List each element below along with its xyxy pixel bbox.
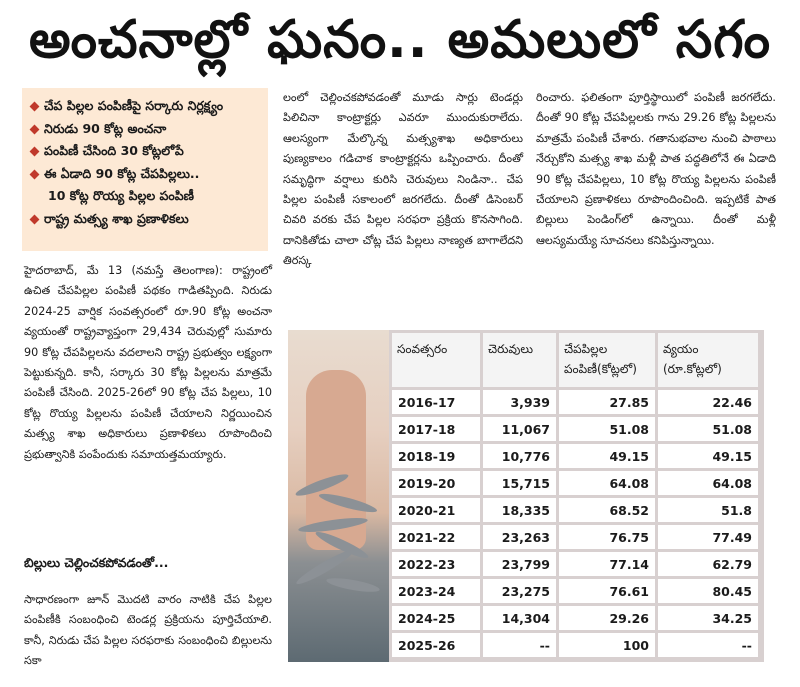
table-row: [392, 471, 758, 495]
article-subhead: బిల్లులు చెల్లించకపోవడంతో...: [24, 555, 169, 570]
cell-ponds: 23,799: [483, 552, 556, 576]
header-year: సంవత్సరం: [392, 333, 480, 387]
cell-ponds: 23,263: [483, 525, 556, 549]
cell-fingerlings: 27.85: [559, 390, 655, 414]
table-row: [392, 579, 758, 603]
table-row: [392, 525, 758, 549]
table-row: [392, 444, 758, 468]
fish-shape: [326, 575, 381, 594]
cell-year: 2024-25: [392, 606, 480, 630]
cell-expenditure: 22.46: [658, 390, 758, 414]
cell-fingerlings: 100: [559, 633, 655, 657]
fish-in-hand-photo: [288, 330, 389, 662]
cell-ponds: 10,776: [483, 444, 556, 468]
cell-expenditure: 51.08: [658, 417, 758, 441]
bullet-icon: [30, 214, 40, 224]
table-row: [392, 606, 758, 630]
header-fingerlings: చేపపిల్లల పంపిణీ(కోట్లలో): [559, 333, 655, 387]
cell-ponds: 3,939: [483, 390, 556, 414]
cell-year: 2022-23: [392, 552, 480, 576]
headline: అంచనాల్లో ఘనం.. అమలులో సగం: [29, 10, 771, 70]
cell-expenditure: --: [658, 633, 758, 657]
cell-year: 2020-21: [392, 498, 480, 522]
cell-ponds: 15,715: [483, 471, 556, 495]
highlight-item: 10 కోట్ల రొయ్య పిల్లల పంపిణీ: [48, 188, 194, 203]
highlight-item: చేప పిల్లల పంపిణీపై సర్కారు నిర్లక్ష్యం: [28, 95, 262, 118]
cell-expenditure: 51.8: [658, 498, 758, 522]
cell-year: 2018-19: [392, 444, 480, 468]
article-column-2: లంలో చెల్లించకపోవడంతో మూడు సార్లు టెండర్లు పిలిచినా కాంట్రాక్టర్లు ఎవరూ ముందుకురాలేదు. ఆలస్యంగా మేల్కొన్న మత్స్యశాఖ అధికారులు పుణ్యకాలం గడిచాక కాంట్రాక్టర్లను ఒప్పించారు. దీంతో సమృద్ధిగా వర్షాలు కురిసి చెరువులు నిండినా.. చేప పిల్లల పంపిణీ సకాలంలో జరగలేదు. దీంతో డిసెంబర్ చివరి వరకు చేప పిల్లల సరఫరా ప్రక్రియ కొనసాగింది. దానికితోడు చాలా చోట్ల చేప పిల్లలు నాణ్యత బాగాలేదని తిరస్క: [283, 91, 523, 268]
article-column-3: రించారు. ఫలితంగా పూర్తిస్థాయిలో పంపిణీ జరగలేదు. దీంతో 90 కోట్ల చేపపిల్లలకు గాను 29.26 కోట్ల పిల్లలను మాత్రమే పంపిణీ చేశారు. గతానుభవాల నుంచి పాఠాలు నేర్చుకోని మత్స్య శాఖ మళ్లీ పాత పద్ధతిలోనే ఈ ఏడాది 90 కోట్ల చేపపిల్లలు, 10 కోట్ల రొయ్య పిల్లలను పంపిణీ చేయాలని ప్రణాళికలు రూపొందించింది. ఇప్పటికే పాత బిల్లులు పెండింగ్‌లో ఉన్నాయి. దీంతో మళ్లీ ఆలస్యమయ్యే సూచనలు కనిపిస్తున్నాయి.: [536, 91, 776, 247]
cell-expenditure: 62.79: [658, 552, 758, 576]
table-row: [392, 633, 758, 657]
cell-fingerlings: 49.15: [559, 444, 655, 468]
cell-year: 2025-26: [392, 633, 480, 657]
article-paragraph-2: సాధారణంగా జూన్ మొదటి వారం నాటికి చేప పిల్లల పంపిణీకి సంబంధించి టెండర్ల ప్రక్రియను పూర్తిచేయాలి. కానీ, నిరుడు చేప పిల్లల సరఫరాకు సంబంధించి బిల్లులను సకా: [24, 593, 272, 668]
cell-year: 2017-18: [392, 417, 480, 441]
bullet-icon: [30, 147, 40, 157]
cell-fingerlings: 64.08: [559, 471, 655, 495]
cell-expenditure: 80.45: [658, 579, 758, 603]
cell-fingerlings: 51.08: [559, 417, 655, 441]
cell-year: 2019-20: [392, 471, 480, 495]
cell-ponds: --: [483, 633, 556, 657]
cell-fingerlings: 68.52: [559, 498, 655, 522]
cell-expenditure: 64.08: [658, 471, 758, 495]
highlight-item: ఈ ఏడాది 90 కోట్ల చేపపిల్లలు..: [28, 163, 262, 186]
cell-expenditure: 34.25: [658, 606, 758, 630]
article-paragraph-1: హైదరాబాద్, మే 13 (నమస్తే తెలంగాణ): రాష్ట్రంలో ఉచిత చేపపిల్లల పంపిణీ పథకం గాడితప్పింది. నిరుడు 2024-25 వార్షిక సంవత్సరంలో రూ.90 కోట్ల అంచనా వ్యయంతో రాష్ట్రవ్యాప్తంగా 29,434 చెరువుల్లో సుమారు 90 కోట్ల చేపపిల్లలను వదలాలని రాష్ట్ర ప్రభుత్వం లక్ష్యంగా పెట్టుకున్నది. కానీ, సర్కారు 30 కోట్ల పిల్లలను మాత్రమే పంపిణీ చేసింది. 2025-26లో 90 కోట్ల చేప పిల్లలు, 10 కోట్ల రొయ్య పిల్లలను పంపిణీ చేయాలని నిర్ణయించిన మత్స్య శాఖ అధికారులు ప్రణాళికలు రూపొందించి ప్రభుత్వానికి పంపేందుకు సమాయత్తమయ్యారు.: [24, 264, 272, 461]
cell-year: 2021-22: [392, 525, 480, 549]
cell-expenditure: 49.15: [658, 444, 758, 468]
table-row: [392, 390, 758, 414]
header-ponds: చెరువులు: [483, 333, 556, 387]
cell-expenditure: 77.49: [658, 525, 758, 549]
cell-year: 2023-24: [392, 579, 480, 603]
cell-ponds: 18,335: [483, 498, 556, 522]
highlights-box: [22, 88, 268, 251]
highlight-item: నిరుడు 90 కోట్ల అంచనా: [28, 118, 262, 141]
cell-ponds: 14,304: [483, 606, 556, 630]
header-expenditure: వ్యయం (రూ.కోట్లలో): [658, 333, 758, 387]
table-header-row: [392, 333, 758, 387]
cell-fingerlings: 77.14: [559, 552, 655, 576]
cell-year: 2016-17: [392, 390, 480, 414]
cell-ponds: 23,275: [483, 579, 556, 603]
bullet-icon: [30, 124, 40, 134]
cell-fingerlings: 76.61: [559, 579, 655, 603]
bullet-icon: [30, 169, 40, 179]
highlight-item: పంపిణీ చేసింది 30 కోట్లలోపే: [28, 140, 262, 163]
highlight-item: రాష్ట్ర మత్స్య శాఖ ప్రణాళికలు: [28, 208, 262, 231]
bullet-icon: [30, 102, 40, 112]
cell-ponds: 11,067: [483, 417, 556, 441]
table-row: [392, 552, 758, 576]
cell-fingerlings: 29.26: [559, 606, 655, 630]
fish-distribution-table: [389, 330, 761, 660]
table-row: [392, 417, 758, 441]
cell-fingerlings: 76.75: [559, 525, 655, 549]
table-row: [392, 498, 758, 522]
